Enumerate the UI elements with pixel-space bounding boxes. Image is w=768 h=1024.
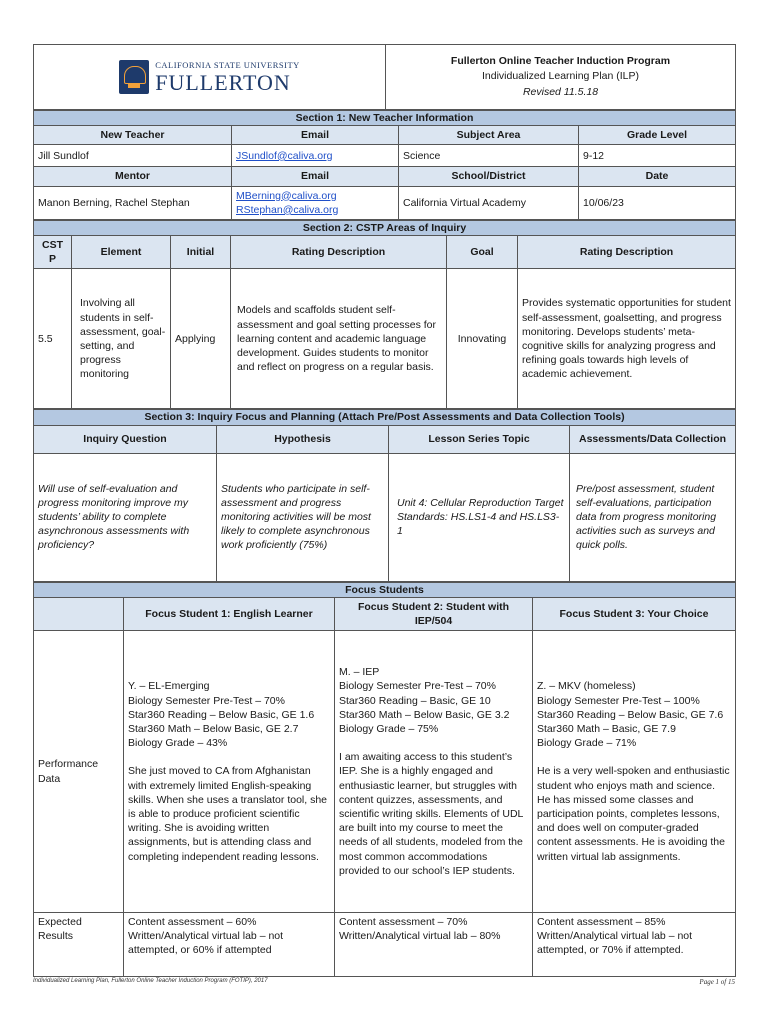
mentor-email-link-2[interactable]: RStephan@caliva.org: [236, 203, 339, 216]
page-number: Page 1 of 15: [699, 978, 735, 986]
university-logo: [38, 47, 381, 107]
subject-area: Science: [399, 145, 579, 167]
focus-student-2-header: Focus Student 2: Student with IEP/504: [335, 597, 533, 630]
teacher-email-header: Email: [232, 126, 399, 145]
inquiry-question: Will use of self-evaluation and progress monitoring improve my students’ ability to complete asynchronous assessments with proficiency?: [34, 453, 217, 581]
student-3-performance: Z. – MKV (homeless) Biology Semester Pre-Test – 100% Star360 Reading – Below Basic, GE 7.6 Star360 Math – Basic, GE 7.9 Biology Grade – 71% He is a very well-spoken and enthusiastic student who enjoys math and science. He has missed some classes and participation points, completes lessons, and does well on computer-graded content assessments. He is avoiding the written virtual lab assignments.: [533, 631, 736, 913]
page-footer: [33, 978, 735, 984]
university-seal-icon: [119, 60, 149, 94]
logo-cell: [34, 45, 386, 110]
new-teacher-header: New Teacher: [34, 126, 232, 145]
goal-header: Goal: [447, 236, 518, 269]
program-name: Fullerton Online Teacher Induction Program: [450, 55, 671, 68]
program-title-cell: [386, 45, 736, 110]
focus-students-table: [33, 582, 736, 978]
plan-name: Individualized Learning Plan (ILP): [481, 70, 639, 83]
hypothesis-header: Hypothesis: [217, 425, 389, 453]
focus-student-1-header: Focus Student 1: English Learner: [124, 597, 335, 630]
teacher-email-link[interactable]: JSundlof@caliva.org: [236, 149, 333, 162]
cstp-header: CST P: [34, 236, 72, 269]
hypothesis: Students who participate in self-assessment and progress monitoring activities will be most likely to complete asynchronous work proficiently (75%): [217, 453, 389, 581]
section2-table: [33, 220, 736, 410]
revised-date: Revised 11.5.18: [522, 85, 599, 98]
ilp-form: [33, 44, 735, 977]
element-description: Involving all students in self-assessment, goal-setting, and progress monitoring: [72, 269, 171, 409]
header-table: [33, 44, 736, 110]
focus-students-title: Focus Students: [34, 582, 736, 597]
student-1-performance: Y. – EL-Emerging Biology Semester Pre-Test – 70% Star360 Reading – Below Basic, GE 1.6 Star360 Math – Below Basic, GE 2.7 Biology Grade – 43% She just moved to CA from Afghanistan with extremely limited English-speaking skills. When she uses a translator tool, she is able to produce proficient scientific writing. She is avoiding written assignments, but is attending class and completing independent reading lessons.: [124, 631, 335, 913]
goal-rating: Innovating: [447, 269, 518, 409]
section1-title: Section 1: New Teacher Information: [34, 111, 736, 126]
logo-main-text: FULLERTON: [155, 69, 291, 95]
grade-level: 9-12: [579, 145, 736, 167]
mentor-email-link-1[interactable]: MBerning@caliva.org: [236, 189, 337, 202]
rating-description-header-1: Rating Description: [231, 236, 447, 269]
expected-results-label: Expected Results: [34, 913, 124, 977]
footer-document-name: Individualized Learning Plan, Fullerton Online Teacher Induction Program (FOTIP), 2017: [33, 978, 268, 984]
student-2-expected: Content assessment – 70% Written/Analytical virtual lab – 80%: [335, 913, 533, 977]
mentor-header: Mentor: [34, 167, 232, 186]
element-header: Element: [72, 236, 171, 269]
section3-table: [33, 409, 736, 581]
lesson-topic-header: Lesson Series Topic: [389, 425, 570, 453]
teacher-name: Jill Sundlof: [34, 145, 232, 167]
section2-title: Section 2: CSTP Areas of Inquiry: [34, 220, 736, 235]
lesson-series-topic: Unit 4: Cellular Reproduction Target Standards: HS.LS1-4 and HS.LS3-1: [389, 453, 570, 581]
mentor-email-header: Email: [232, 167, 399, 186]
cstp-number: 5.5: [34, 269, 72, 409]
section1-table: [33, 110, 736, 220]
mentor-names: Manon Berning, Rachel Stephan: [34, 186, 232, 219]
grade-level-header: Grade Level: [579, 126, 736, 145]
school-district: California Virtual Academy: [399, 186, 579, 219]
student-3-expected: Content assessment – 85% Written/Analytical virtual lab – not attempted, or 70% if attempted.: [533, 913, 736, 977]
student-1-expected: Content assessment – 60% Written/Analytical virtual lab – not attempted, or 60% if attempted: [124, 913, 335, 977]
assessments-header: Assessments/Data Collection: [570, 425, 736, 453]
date-header: Date: [579, 167, 736, 186]
performance-data-label: Performance Data: [34, 631, 124, 913]
date-value: 10/06/23: [579, 186, 736, 219]
initial-rating-description: Models and scaffolds student self-assessment and goal setting processes for learning content and academic language development. Guides students to monitor and reflect on progress on a regular basis.: [231, 269, 447, 409]
subject-area-header: Subject Area: [399, 126, 579, 145]
initial-rating: Applying: [171, 269, 231, 409]
section3-title: Section 3: Inquiry Focus and Planning (Attach Pre/Post Assessments and Data Collection Tools): [34, 410, 736, 425]
focus-student-3-header: Focus Student 3: Your Choice: [533, 597, 736, 630]
initial-header: Initial: [171, 236, 231, 269]
goal-rating-description: Provides systematic opportunities for student self-assessment, goalsetting, and progress monitoring. Develops students’ meta-cognitive skills for analyzing progress and refining goals towards high levels of academic achievement.: [518, 269, 736, 409]
focus-blank-header: [34, 597, 124, 630]
school-district-header: School/District: [399, 167, 579, 186]
assessments-data-collection: Pre/post assessment, student self-evaluations, participation data from progress monitoring activities such as surveys and quick polls.: [570, 453, 736, 581]
rating-description-header-2: Rating Description: [518, 236, 736, 269]
logo-top-text: CALIFORNIA STATE UNIVERSITY: [155, 60, 300, 71]
inquiry-question-header: Inquiry Question: [34, 425, 217, 453]
student-2-performance: M. – IEP Biology Semester Pre-Test – 70% Star360 Reading – Basic, GE 10 Star360 Math – Below Basic, GE 3.2 Biology Grade – 75% I am awaiting access to this student’s IEP. She is a highly engaged and enthusiastic learner, but struggles with content quizzes, assessments, and scientific writing skills. Elements of UDL are built into my course to meet the needs of all students, modeled from the most common accommodations provided to our school’s IEP students.: [335, 631, 533, 913]
